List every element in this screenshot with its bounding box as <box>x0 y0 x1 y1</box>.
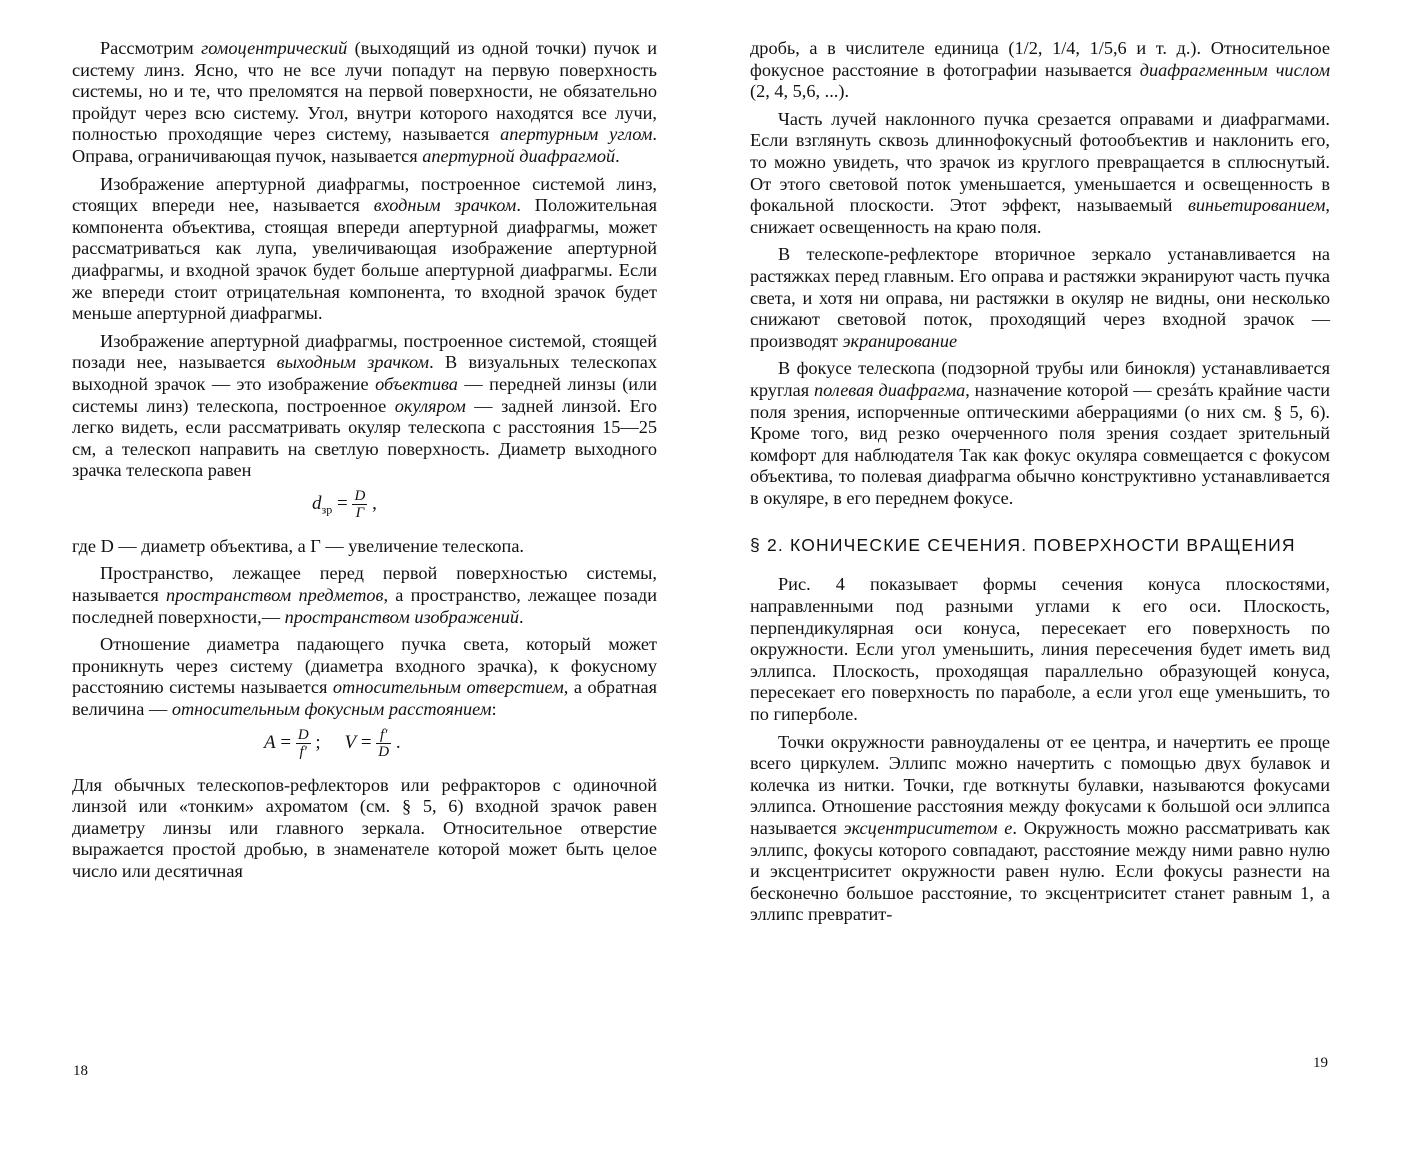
section-heading: § 2. КОНИЧЕСКИЕ СЕЧЕНИЯ. ПОВЕРХНОСТИ ВРАЩЕНИЯ <box>750 535 1296 556</box>
paragraph-reflectors: Для обычных телескопов-рефлекторов или рефракторов с одиночной линзой или «тонким» ахроматом (см. § 5, 6) входной зрачок равен диаметру линзы или главного зеркала. Относительное отверстие выражается простой дробью, в знаменателе которой может быть целое число или десятичная <box>72 774 657 881</box>
page-number-right: 19 <box>1313 1055 1328 1071</box>
paragraph-vignetting: Часть лучей наклонного пучка срезается оправами и диафрагмами. Если взглянуть сквозь длиннофокусный фотообъектив и наклонить его, то можно увидеть, что зрачок из круглого превращается в сплюснутый. От этого световой поток уменьшается, уменьшается и освещенность в фокальной плоскости. Этот эффект, называемый виньетированием, снижает освещенность на краю поля. <box>750 108 1330 237</box>
paragraph-obstruction: В телескопе-рефлекторе вторичное зеркало устанавливается на растяжках перед главным. Его оправа и растяжки экранируют часть пучка света, и хотя ни оправа, ни растяжки в окуляр не видны, они несколько снижают световой поток, проходящий через входной зрачок — производят экранирование <box>750 244 1330 351</box>
left-page <box>72 38 657 889</box>
right-page <box>750 38 1330 932</box>
formula-exit-pupil-diameter: $d_{зр}$ = $\frac{D}{Г}$ , <box>312 487 377 521</box>
paragraph-field-stop: В фокусе телескопа (подзорной трубы или бинокля) устанавливается круглая полевая диафрагма, назначение которой — срезáть крайние части поля зрения, испорченные оптическими аберрациями (о них см. § 5, 6). Кроме того, вид резко очерченного поля зрения создает зрительный комфорт для наблюдателя Так как фокус окуляра совмещается с фокусом объектива, то полевая диафрагма обычно конструктивно устанавливается в окуляре, в его переднем фокусе. <box>750 358 1330 508</box>
paragraph-relative-aperture: Отношение диаметра падающего пучка света, который может проникнуть через систему (диаметра входного зрачка), к фокусному расстоянию системы называется относительным отверстием, а обратная величина — относительным фокусным расстоянием: <box>72 634 658 720</box>
paragraph-where-d: где D — диаметр объектива, а Г — увеличение телескопа. <box>72 535 525 556</box>
paragraph-object-space: Пространство, лежащее перед первой поверхностью системы, называется пространством предметов, а пространство, лежащее позади последней поверхности,— пространством изображений. <box>72 563 657 627</box>
paragraph-ellipse: Точки окружности равноудалены от ее центра, и начертить ее проще всего циркулем. Эллипс можно начертить с помощью двух булавок и колечка из нитки. Точки, где воткнуты булавки, называются фокусами эллипса. Отношение расстояния между фокусами к большой оси эллипса называется эксцентриситетом e. Окружность можно рассматривать как эллипс, фокусы которого совпадают, расстояние между ними равно нулю и эксцентриситет окружности равен нулю. Если фокусы разнести на бесконечно большое расстояние, то эксцентриситет станет равным 1, а эллипс превратит- <box>750 731 1331 925</box>
formula-relative-aperture: A = $\frac{D}{f'}$ ; V = $\frac{f'}{D}$ . <box>264 726 401 760</box>
paragraph-exit-pupil: Изображение апертурной диафрагмы, построенное системой, стоящей позади нее, называется выходным зрачком. В визуальных телескопах выходной зрачок — это изображение объектива — передней линзы (или системы линз) телескопа, построенное окуляром — задней линзой. Его легко видеть, если рассматривать окуляр телескопа с расстояния 15—25 см, а телескоп направить на светлую поверхность. Диаметр выходного зрачка телескопа равен <box>72 330 658 481</box>
paragraph-f-number: дробь, а в числителе единица (1/2, 1/4, 1/5,6 и т. д.). Относительное фокусное расстояние в фотографии называется диафрагменным числом (2, 4, 5,6, ...). <box>750 38 1330 102</box>
paragraph-conic-sections: Рис. 4 показывает формы сечения конуса плоскостями, направленными под разными углами к его оси. Плоскость, перпендикулярная оси конуса, пересекает его поверхность по окружности. Если угол уменьшить, линия пересечения будет иметь вид эллипса. Плоскость, проходящая параллельно образующей конуса, пересекает его поверхность по параболе, а если угол еще уменьшить, то по гиперболе. <box>750 574 1330 725</box>
paragraph-homocentric: Рассмотрим гомоцентрический (выходящий из одной точки) пучок и систему линз. Ясно, что не все лучи попадут на первую поверхность системы, но и те, что преломятся на первой поверхности, не обязательно пройдут через всю систему. Угол, внутри которого находятся все лучи, полностью проходящие через систему, называется апертурным углом. Оправа, ограничивающая пучок, называется апертурной диафрагмой. <box>72 38 657 166</box>
page-number-left: 18 <box>73 1063 88 1079</box>
paragraph-entrance-pupil: Изображение апертурной диафрагмы, построенное системой линз, стоящих впереди нее, называется входным зрачком. Положительная компонента объектива, стоящая впереди апертурной диафрагмы, может рассматриваться как лупа, увеличивающая изображение апертурной диафрагмы, и входной зрачок будет больше апертурной диафрагмы. Если же впереди стоит отрицательная компонента, то входной зрачок будет меньше апертурной диафрагмы. <box>72 173 658 324</box>
